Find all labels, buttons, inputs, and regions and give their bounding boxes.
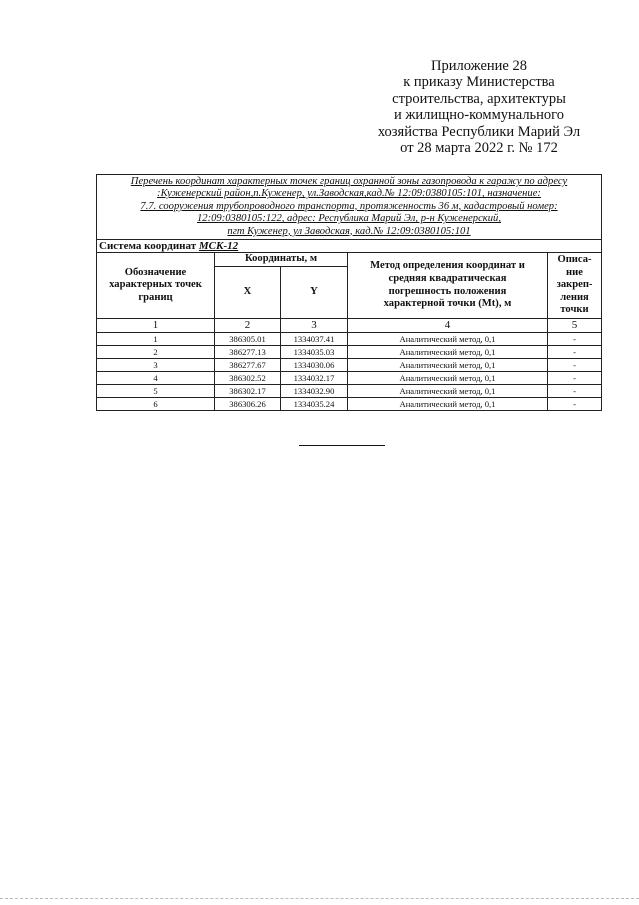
header-y: Y bbox=[281, 267, 348, 319]
page-bottom-divider bbox=[0, 898, 639, 899]
cell-method: Аналитический метод, 0,1 bbox=[348, 333, 548, 346]
cell-description: - bbox=[548, 372, 602, 385]
header-method-line: характерной точки (Mt), м bbox=[383, 298, 512, 310]
header-description bbox=[548, 253, 602, 319]
table-row bbox=[97, 333, 602, 346]
table-title-line: Перечень координат характерных точек границ охранной зоны газопровода к гаражу по адресу bbox=[130, 176, 568, 187]
cell-y: 1334032.90 bbox=[281, 385, 348, 398]
table-title bbox=[97, 175, 602, 240]
cell-description: - bbox=[548, 359, 602, 372]
cell-method: Аналитический метод, 0,1 bbox=[348, 398, 548, 411]
header-description-line: Описа- bbox=[557, 254, 592, 266]
cell-point: 2 bbox=[97, 346, 215, 359]
cell-method: Аналитический метод, 0,1 bbox=[348, 385, 548, 398]
appendix-line: к приказу Министерства bbox=[403, 74, 555, 91]
cell-point: 3 bbox=[97, 359, 215, 372]
appendix-line: Приложение 28 bbox=[431, 58, 527, 74]
header-description-line: ления bbox=[560, 291, 589, 303]
appendix-line: хозяйства Республики Марий Эл bbox=[377, 123, 581, 140]
header-point bbox=[97, 253, 215, 319]
appendix-line: и жилищно-коммунального bbox=[393, 107, 565, 124]
header-method bbox=[348, 253, 548, 319]
cell-y: 1334030.06 bbox=[281, 359, 348, 372]
cell-description: - bbox=[548, 385, 602, 398]
cell-x: 386305.01 bbox=[215, 333, 281, 346]
cell-y: 1334035.24 bbox=[281, 398, 348, 411]
header-point-line: Обозначение bbox=[124, 266, 187, 278]
appendix-line: от 28 марта 2022 г. № 172 bbox=[400, 140, 558, 157]
appendix-header bbox=[366, 58, 592, 156]
cell-method: Аналитический метод, 0,1 bbox=[348, 346, 548, 359]
header-x: X bbox=[215, 267, 281, 319]
table-row bbox=[97, 359, 602, 372]
header-point-line: границ bbox=[138, 291, 173, 303]
cell-y: 1334037.41 bbox=[281, 333, 348, 346]
coordinate-system-label: Система координат bbox=[99, 240, 197, 253]
header-description-line: точки bbox=[560, 304, 589, 316]
header-method-line: погрешность положения bbox=[388, 285, 507, 297]
table-title-line: 7.7. сооружения трубопроводного транспорта, протяженность 36 м, кадастровый номер: bbox=[140, 200, 558, 212]
column-number: 5 bbox=[548, 319, 602, 333]
cell-y: 1334032.17 bbox=[281, 372, 348, 385]
cell-x: 386277.13 bbox=[215, 346, 281, 359]
table-title-line: 12:09:0380105:122, адрес: Республика Марий Эл, р-н Куженерский, bbox=[197, 213, 502, 225]
cell-method: Аналитический метод, 0,1 bbox=[348, 372, 548, 385]
cell-x: 386306.26 bbox=[215, 398, 281, 411]
cell-x: 386302.52 bbox=[215, 372, 281, 385]
coordinate-system-row bbox=[97, 240, 602, 253]
column-number: 2 bbox=[215, 319, 281, 333]
cell-x: 386277.67 bbox=[215, 359, 281, 372]
table-title-line: :Куженерский район,п.Куженер, ул.Заводская,кад.№ 12:09:0380105:101, назначение: bbox=[157, 188, 541, 200]
header-description-line: ние bbox=[566, 266, 583, 278]
table-row bbox=[97, 385, 602, 398]
column-number: 4 bbox=[348, 319, 548, 333]
cell-y: 1334035.03 bbox=[281, 346, 348, 359]
cell-point: 1 bbox=[97, 333, 215, 346]
header-method-line: средняя квадратическая bbox=[388, 272, 507, 284]
cell-point: 6 bbox=[97, 398, 215, 411]
table-row bbox=[97, 346, 602, 359]
table-row bbox=[97, 372, 602, 385]
cell-point: 4 bbox=[97, 372, 215, 385]
header-coordinates: Координаты, м bbox=[215, 253, 348, 267]
coordinate-system-value: МСК-12 bbox=[198, 240, 239, 253]
appendix-line: строительства, архитектуры bbox=[392, 90, 566, 107]
table-row bbox=[97, 398, 602, 411]
cell-description: - bbox=[548, 398, 602, 411]
cell-point: 5 bbox=[97, 385, 215, 398]
header-method-line: Метод определения координат и bbox=[370, 260, 525, 272]
header-description-line: закреп- bbox=[556, 279, 593, 291]
cell-description: - bbox=[548, 333, 602, 346]
column-number: 3 bbox=[281, 319, 348, 333]
header-point-line: характерных точек bbox=[109, 279, 202, 291]
table-title-line: пгт Куженер, ул Заводская, кад.№ 12:09:0380105:101 bbox=[227, 225, 471, 237]
cell-x: 386302.17 bbox=[215, 385, 281, 398]
cell-method: Аналитический метод, 0,1 bbox=[348, 359, 548, 372]
signature-line bbox=[299, 445, 385, 446]
column-number: 1 bbox=[97, 319, 215, 333]
cell-description: - bbox=[548, 346, 602, 359]
coordinates-table bbox=[96, 174, 602, 411]
